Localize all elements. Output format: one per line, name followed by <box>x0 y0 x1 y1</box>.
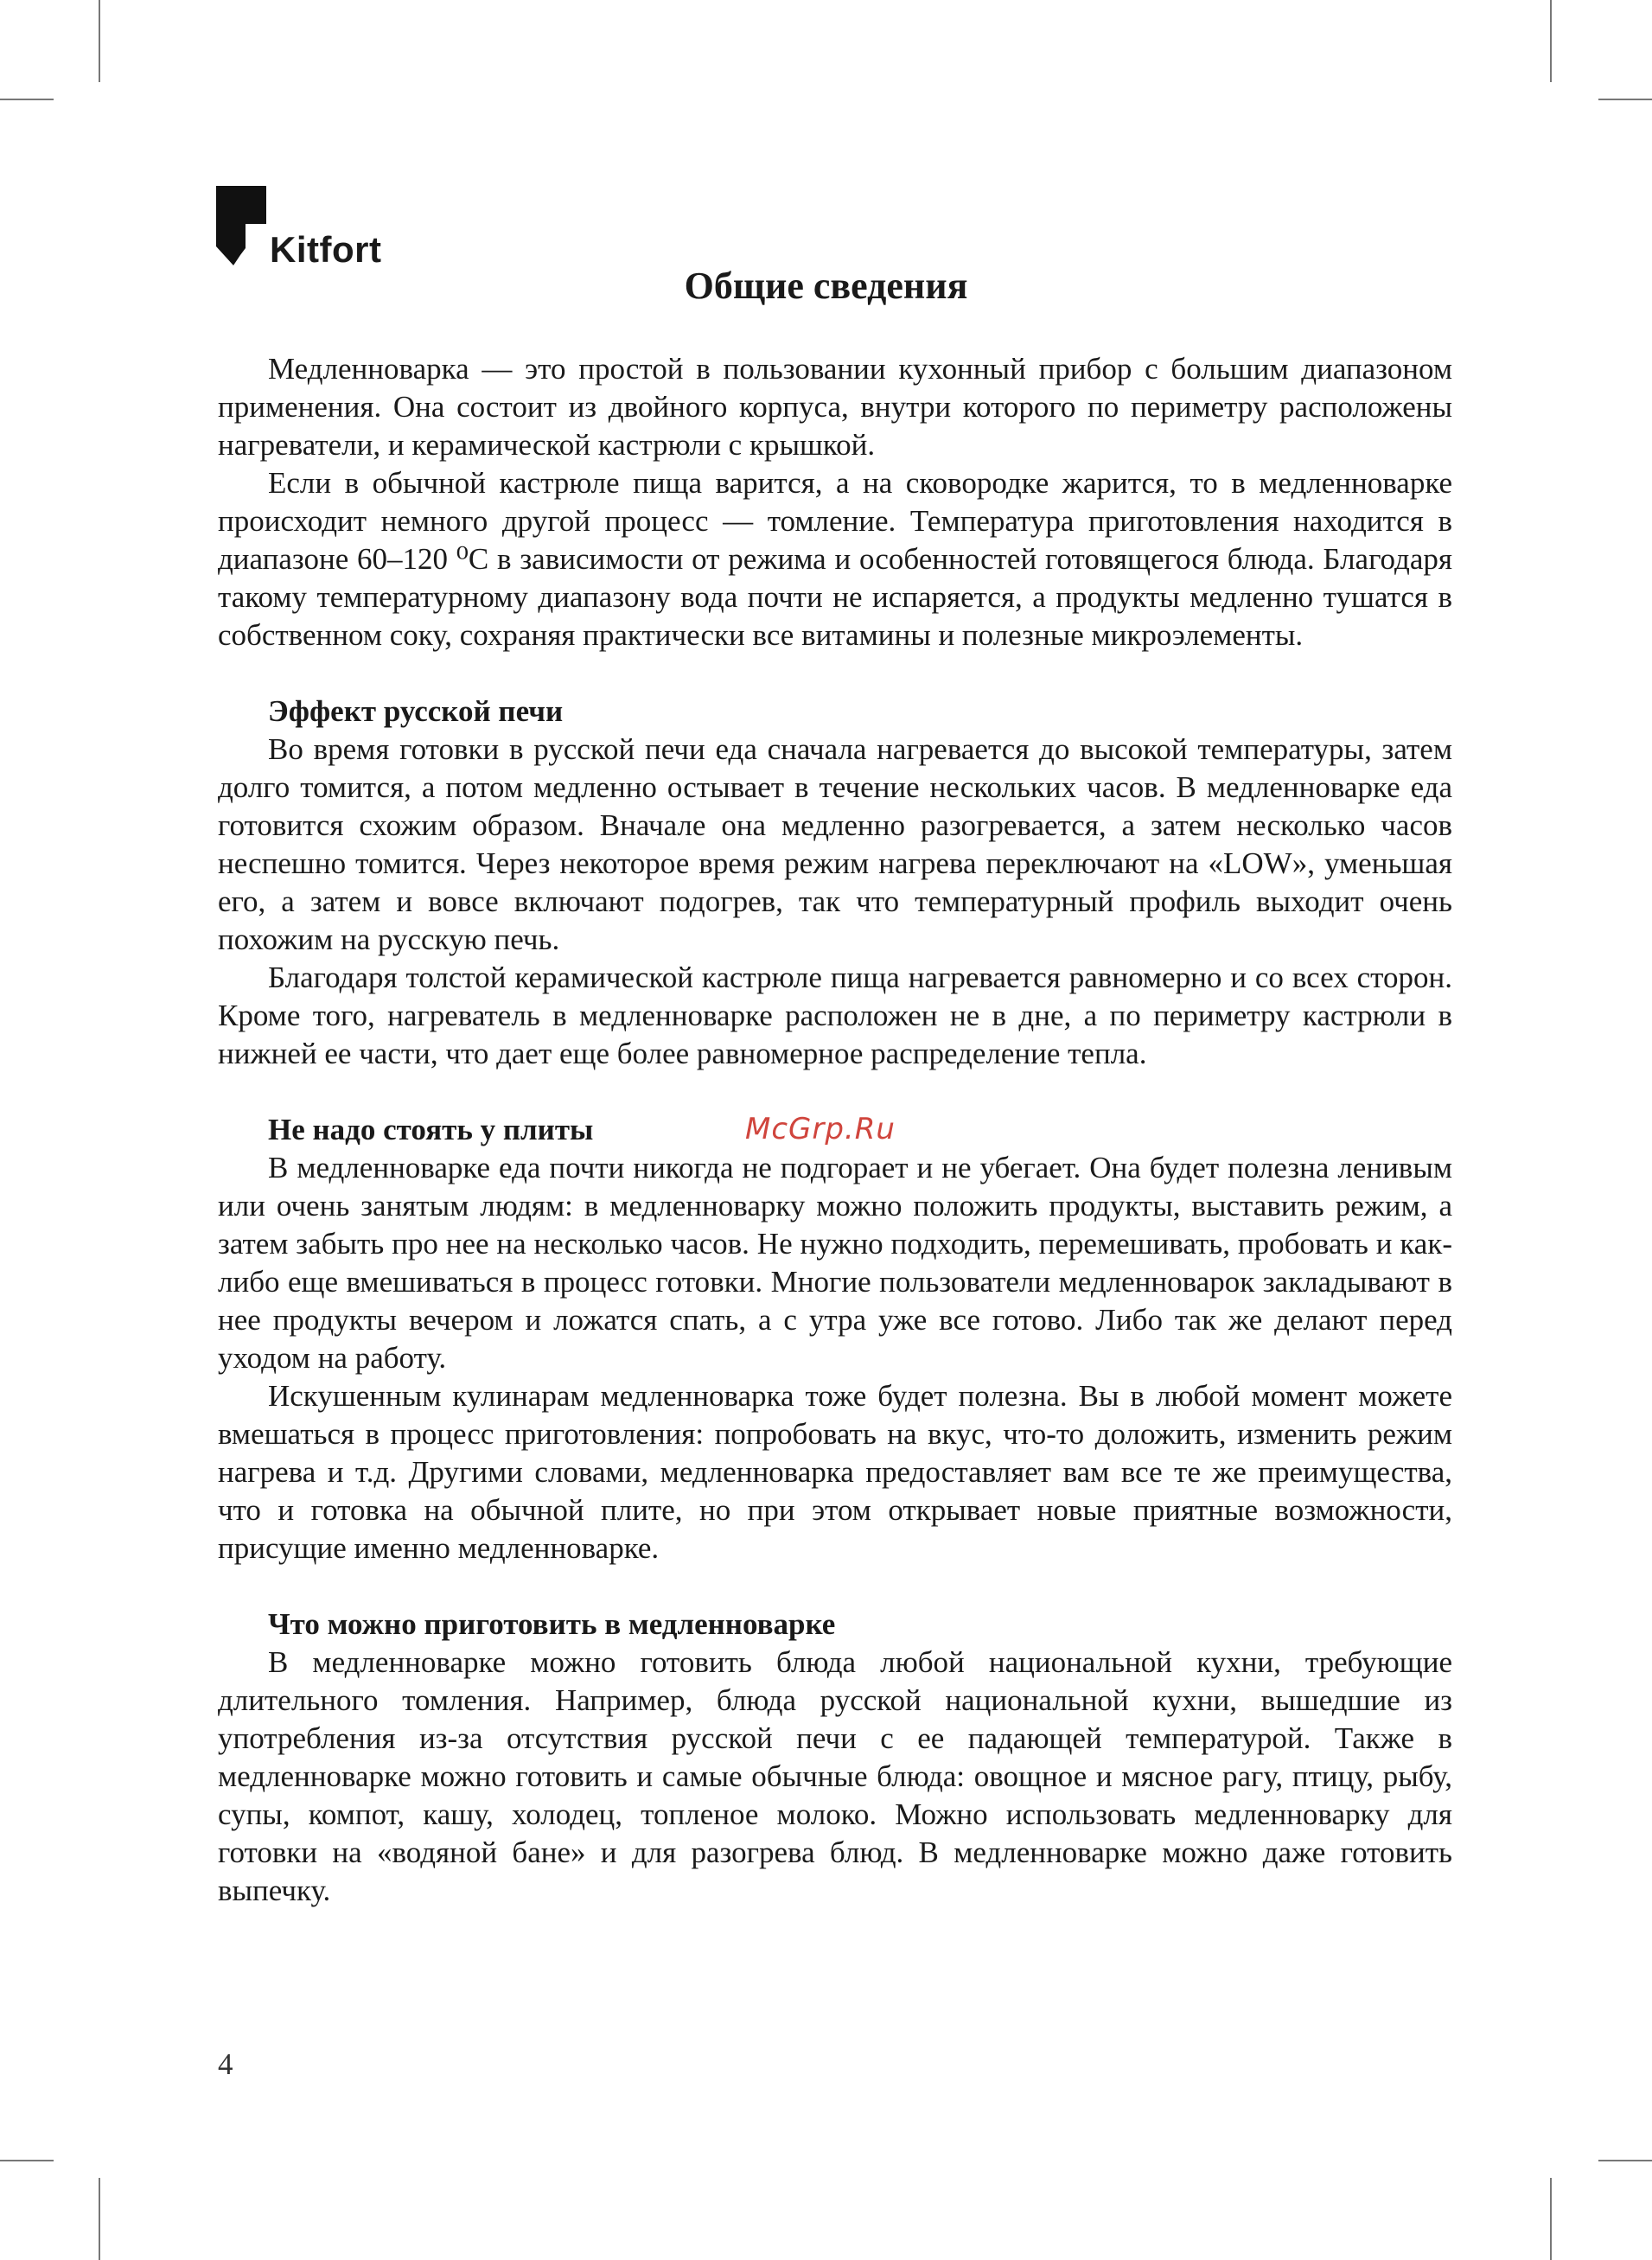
crop-mark-left-bottom <box>0 2160 54 2161</box>
section-paragraph: Благодаря толстой керамической кастрюле пища нагревается равномерно и со всех сторон. Кроме того, нагреватель в медленноварке расположен не в дне, а по периметру кастрюли в нижней ее части, что дает еще более равномерное распределение тепла. <box>218 961 1452 1070</box>
intro-paragraph: Медленноварка — это простой в пользовании кухонный прибор с большим диапазоном применения. Она состоит из двойного корпуса, внутри которого по периметру расположены нагреватели, и керамической кастрюли с крышкой. <box>218 352 1452 462</box>
section-heading: Эффект русской печи <box>268 694 564 728</box>
section-heading: Не надо стоять у плиты <box>268 1113 594 1146</box>
crop-mark-left-top <box>0 99 54 100</box>
section-paragraph: В медленноварке еда почти никогда не подгорает и не убегает. Она будет полезна ленивым или очень занятым людям: в медленноварку можно положить продукты, выставить режим, а затем забыть про нее на несколько часов. Не нужно подходить, перемешивать, пробовать и как-либо еще вмешиваться в процесс готовки. Многие пользователи медленноварок закладывают в нее продукты вечером и ложатся спать, а с утра уже все готово. Либо так же делают перед уходом на работу. <box>218 1151 1452 1375</box>
crop-mark-top-left <box>99 0 100 82</box>
crop-mark-top-right <box>1550 0 1552 82</box>
section-paragraph: Искушенным кулинарам медленноварка тоже будет полезна. Вы в любой момент можете вмешаться в процесс приготовления: попробовать на вкус, что-то доложить, изменить режим нагрева и т.д. Другими словами, медленноварка предоставляет вам все те же преимущества, что и готовка на обычной плите, но при этом открывает новые приятные возможности, присущие именно медленноварке. <box>218 1379 1452 1565</box>
brand-name: Kitfort <box>270 229 382 270</box>
intro-paragraph: Если в обычной кастрюле пища варится, а на сковородке жарится, то в медленноварке происходит немного другой процесс — томление. Температура приготовления находится в диапазоне 60–120 ⁰С в зависимости от режима и особенностей готовящегося блюда. Благодаря такому температурному диапазону вода почти не испаряется, а продукты медленно тушатся в собственном соку, сохраняя практически все витамины и полезные микроэлементы. <box>218 466 1452 652</box>
crop-mark-right-bottom <box>1598 2160 1652 2161</box>
crop-mark-right-top <box>1598 99 1652 100</box>
section-heading: Что можно приготовить в медленноварке <box>268 1607 836 1641</box>
brand-logo <box>216 186 381 269</box>
page-title: Общие сведения <box>684 265 968 307</box>
section-no-need-to-stand <box>218 1111 1452 1567</box>
section-russian-oven <box>218 693 1452 1073</box>
crop-mark-bottom-left <box>99 2178 100 2260</box>
crop-mark-bottom-right <box>1550 2178 1552 2260</box>
section-paragraph: Во время готовки в русской печи еда сначала нагревается до высокой температуры, затем долго томится, а потом медленно остывает в течение нескольких часов. В медленноварке еда готовится схожим образом. Вначале она медленно разогревается, а затем несколько часов неспешно томится. Через некоторое время режим нагрева переключают на «LOW», уменьшая его, а затем и вовсе включают подогрев, так что температурный профиль выходит очень похожим на русскую печь. <box>218 732 1452 956</box>
kitfort-logo-icon <box>216 186 266 269</box>
section-what-to-cook <box>218 1606 1452 1910</box>
watermark: McGrp.Ru <box>745 1112 896 1146</box>
section-paragraph: В медленноварке можно готовить блюда любой национальной кухни, требующие длительного томления. Например, блюда русской национальной кухни, вышедшие из употребления из-за отсутствия русской печи с ее падающей температурой. Также в медленноварке можно готовить и самые обычные блюда: овощное и мясное рагу, птицу, рыбу, супы, компот, кашу, холодец, топленое молоко. Можно использовать медленноварку для готовки на «водяной бане» и для разогрева блюд. В медленноварке можно даже готовить выпечку. <box>218 1645 1452 1907</box>
page-number: 4 <box>218 2047 233 2081</box>
